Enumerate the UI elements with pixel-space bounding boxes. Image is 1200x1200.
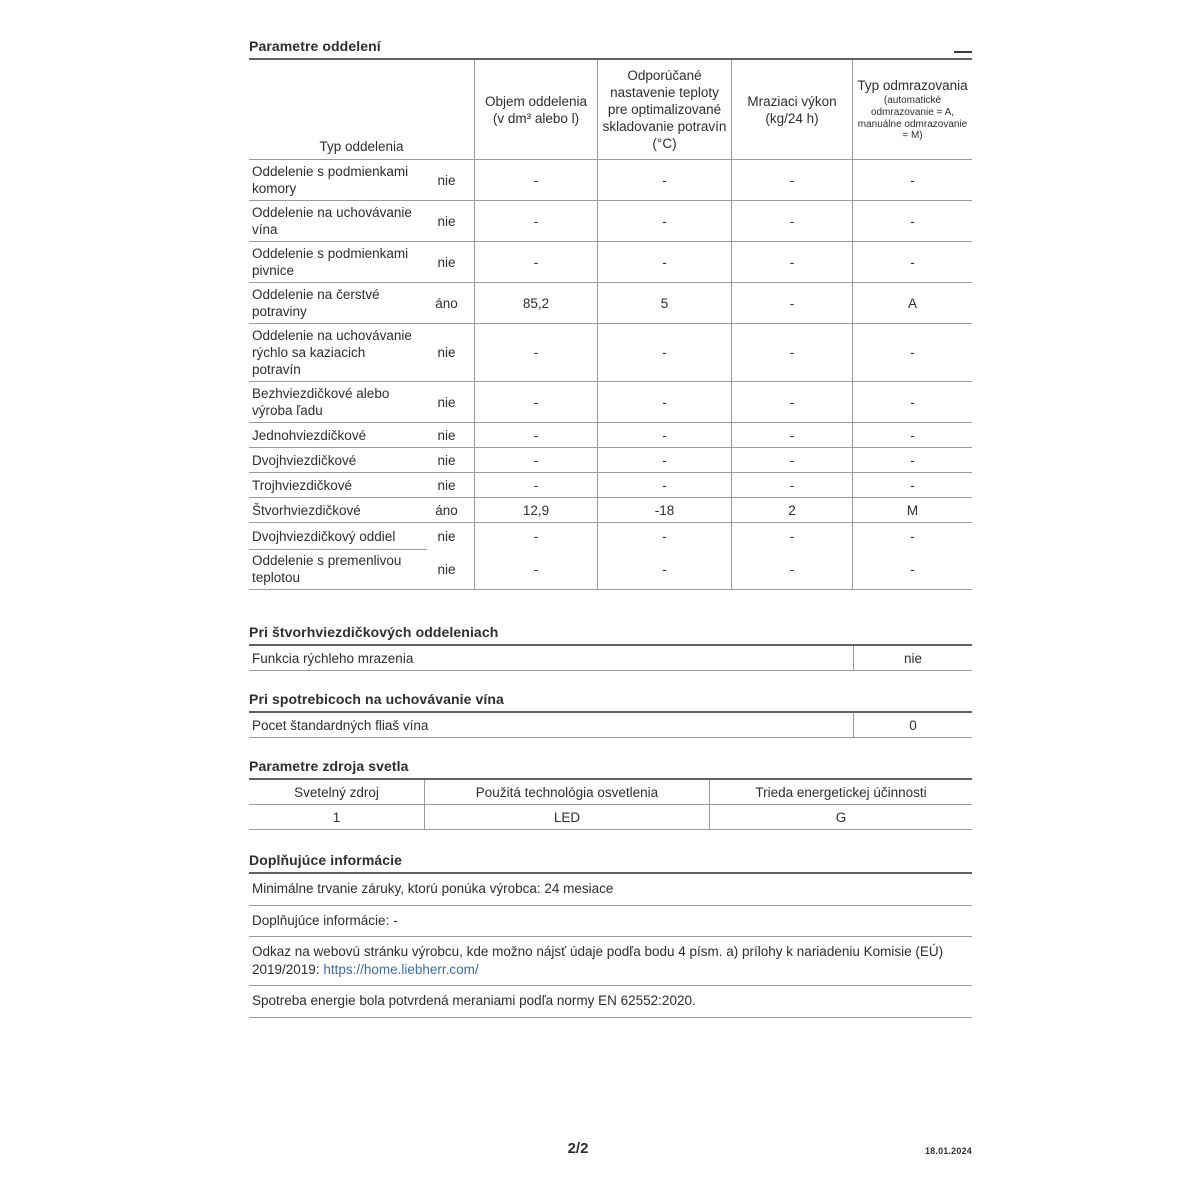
header-teplota [598,60,732,159]
cell-freezing-capacity: - [732,242,853,282]
light-value-source: 1 [249,805,425,829]
cell-freezing-capacity: - [732,283,853,323]
manufacturer-website-link[interactable]: https://home.liebherr.com/ [323,961,479,977]
presence-value: nie [437,528,456,544]
presence-value: nie [437,452,456,468]
table-row [249,283,972,324]
header-typ-odmrazovania-text: Typ odmrazovania [857,77,968,93]
cell-temperature: - [598,549,732,589]
wine-row [249,713,972,738]
info-row-energy-standard: Spotreba energie bola potvrdená meraniami podľa normy EN 62552:2020. [249,986,972,1018]
table-row [249,382,972,423]
cell-volume: - [475,523,598,549]
cell-temperature: 5 [598,283,732,323]
light-value-technology: LED [425,805,710,829]
page-corner-mark [954,51,972,53]
header-typ-oddelenia-text: Typ oddelenia [319,139,404,154]
cell-temperature: - [598,160,732,200]
table-row [249,448,972,473]
cell-defrost-type: M [906,502,919,518]
header-typ-oddelenia [249,60,475,159]
wine-label: Pocet štandardných fliaš vína [252,717,429,733]
presence-value: nie [437,254,456,270]
footer-date: 18.01.2024 [924,1146,972,1156]
table-row [249,523,972,549]
presence-value: nie [437,345,456,360]
cell-freezing-capacity: - [732,382,853,422]
section-title-additional: Doplňujúce informácie [249,852,972,874]
light-value-energy-class: G [835,809,847,825]
cell-freezing-capacity: - [732,201,853,241]
cell-defrost-type: - [910,477,915,493]
presence-value: nie [437,213,456,229]
table-row [249,473,972,498]
header-teplota-text: Odporúčané nastavenie teploty pre optimalizované skladovanie potravín (°C) [602,68,727,151]
light-table-value-row [249,805,972,830]
presence-value: nie [437,561,456,577]
cell-temperature: - [598,242,732,282]
wine-value: 0 [853,713,972,737]
cell-volume: - [475,473,598,497]
section-title-light: Parametre zdroja svetla [249,758,972,780]
section-title-compartments [249,38,972,60]
page-number: 2/2 [567,1140,589,1157]
header-typ-odmrazovania [853,60,972,159]
cell-defrost-type: - [910,561,915,577]
cell-defrost-type: - [910,528,915,544]
cell-defrost-type: - [910,452,915,468]
presence-value: nie [437,427,456,443]
header-objem-text: Objem oddelenia (v dm³ alebo l) [484,93,588,126]
compartment-label: Bezhviezdičkové alebo výroba ľadu [252,386,390,418]
cell-freezing-capacity: - [732,523,853,549]
cell-freezing-capacity: - [732,324,853,381]
cell-defrost-type: A [907,295,917,311]
compartment-label: Trojhviezdičkové [252,477,353,493]
section-title-wine: Pri spotrebicoch na uchovávanie vína [249,691,972,713]
cell-temperature: - [598,201,732,241]
cell-volume: 12,9 [475,498,598,522]
table-row [249,242,972,283]
light-header-energy-class: Trieda energetickej účinnosti [755,784,927,800]
table-row [249,324,972,382]
presence-value: nie [437,394,456,410]
compartments-table [249,60,972,590]
header-objem [475,60,598,159]
presence-value: áno [435,502,458,518]
light-header-source: Svetelný zdroj [249,780,425,804]
four-star-label: Funkcia rýchleho mrazenia [252,650,414,666]
cell-volume: - [475,382,598,422]
compartment-label: Štvorhviezdičkové [252,502,361,518]
info-row-weblink [249,937,972,986]
cell-temperature: - [598,382,732,422]
cell-defrost-type: - [910,427,915,443]
info-row-additional: Doplňujúce informácie: - [249,906,972,938]
compartment-label: Oddelenie na čerstvé potraviny [252,287,380,319]
light-table-header-row [249,780,972,805]
compartment-label: Dvojhviezdičkové [252,452,357,468]
section-title-four-star: Pri štvorhviezdičkových oddeleniach [249,624,972,646]
cell-volume: 85,2 [475,283,598,323]
compartment-label: Jednohviezdičkové [252,427,367,443]
header-mraziaci-vykon-text: Mraziaci výkon (kg/24 h) [747,93,837,126]
cell-defrost-type: - [910,345,915,360]
light-source-table [249,780,972,830]
section-title-compartments-text: Parametre oddelení [249,38,381,54]
cell-volume: - [475,324,598,381]
cell-volume: - [475,160,598,200]
cell-defrost-type: - [910,254,915,270]
presence-value: áno [435,295,458,311]
table-row [249,549,972,590]
cell-volume: - [475,549,598,589]
cell-temperature: - [598,473,732,497]
cell-freezing-capacity: - [732,549,853,589]
header-mraziaci-vykon [732,60,853,159]
cell-defrost-type: - [910,172,915,188]
cell-temperature: - [598,448,732,472]
cell-defrost-type: - [910,394,915,410]
cell-freezing-capacity: - [732,423,853,447]
partial-row-divider [249,549,427,550]
compartment-label: Oddelenie s podmienkami komory [252,164,409,196]
four-star-row [249,646,972,671]
cell-volume: - [475,423,598,447]
cell-freezing-capacity: 2 [732,498,853,522]
cell-volume: - [475,242,598,282]
light-header-technology: Použitá technológia osvetlenia [425,780,710,804]
compartment-label: Oddelenie s podmienkami pivnice [252,246,409,278]
compartment-label: Oddelenie na uchovávanie rýchlo sa kaziacich potravín [252,328,412,377]
cell-freezing-capacity: - [732,473,853,497]
cell-freezing-capacity: - [732,160,853,200]
cell-temperature: - [598,423,732,447]
compartments-table-header-row [249,60,972,160]
cell-temperature: - [598,523,732,549]
page-content [249,38,972,1018]
presence-value: nie [437,477,456,493]
compartment-label: Oddelenie s premenlivou teplotou [252,553,402,585]
cell-temperature: - [598,324,732,381]
table-row [249,201,972,242]
info-row-weblink-text: Odkaz na webovú stránku výrobcu, kde možno nájsť údaje podľa bodu 4 písm. a) prílohy k nariadeniu Komisie (EÚ) 2019/2019: [252,944,944,977]
compartment-label: Oddelenie na uchovávanie vína [252,205,412,237]
presence-value: nie [437,172,456,188]
info-row-warranty: Minimálne trvanie záruky, ktorú ponúka výrobca: 24 mesiace [249,874,972,906]
table-row [249,423,972,448]
header-typ-odmrazovania-legend: (automatické odmrazovanie = A, manuálne odmrazovanie = M) [857,94,968,142]
compartment-label: Dvojhviezdičkový oddiel [252,528,396,544]
cell-volume: - [475,201,598,241]
four-star-value: nie [853,646,972,670]
cell-temperature: -18 [598,498,732,522]
cell-defrost-type: - [910,213,915,229]
table-row [249,160,972,201]
cell-freezing-capacity: - [732,448,853,472]
table-row [249,498,972,523]
cell-volume: - [475,448,598,472]
